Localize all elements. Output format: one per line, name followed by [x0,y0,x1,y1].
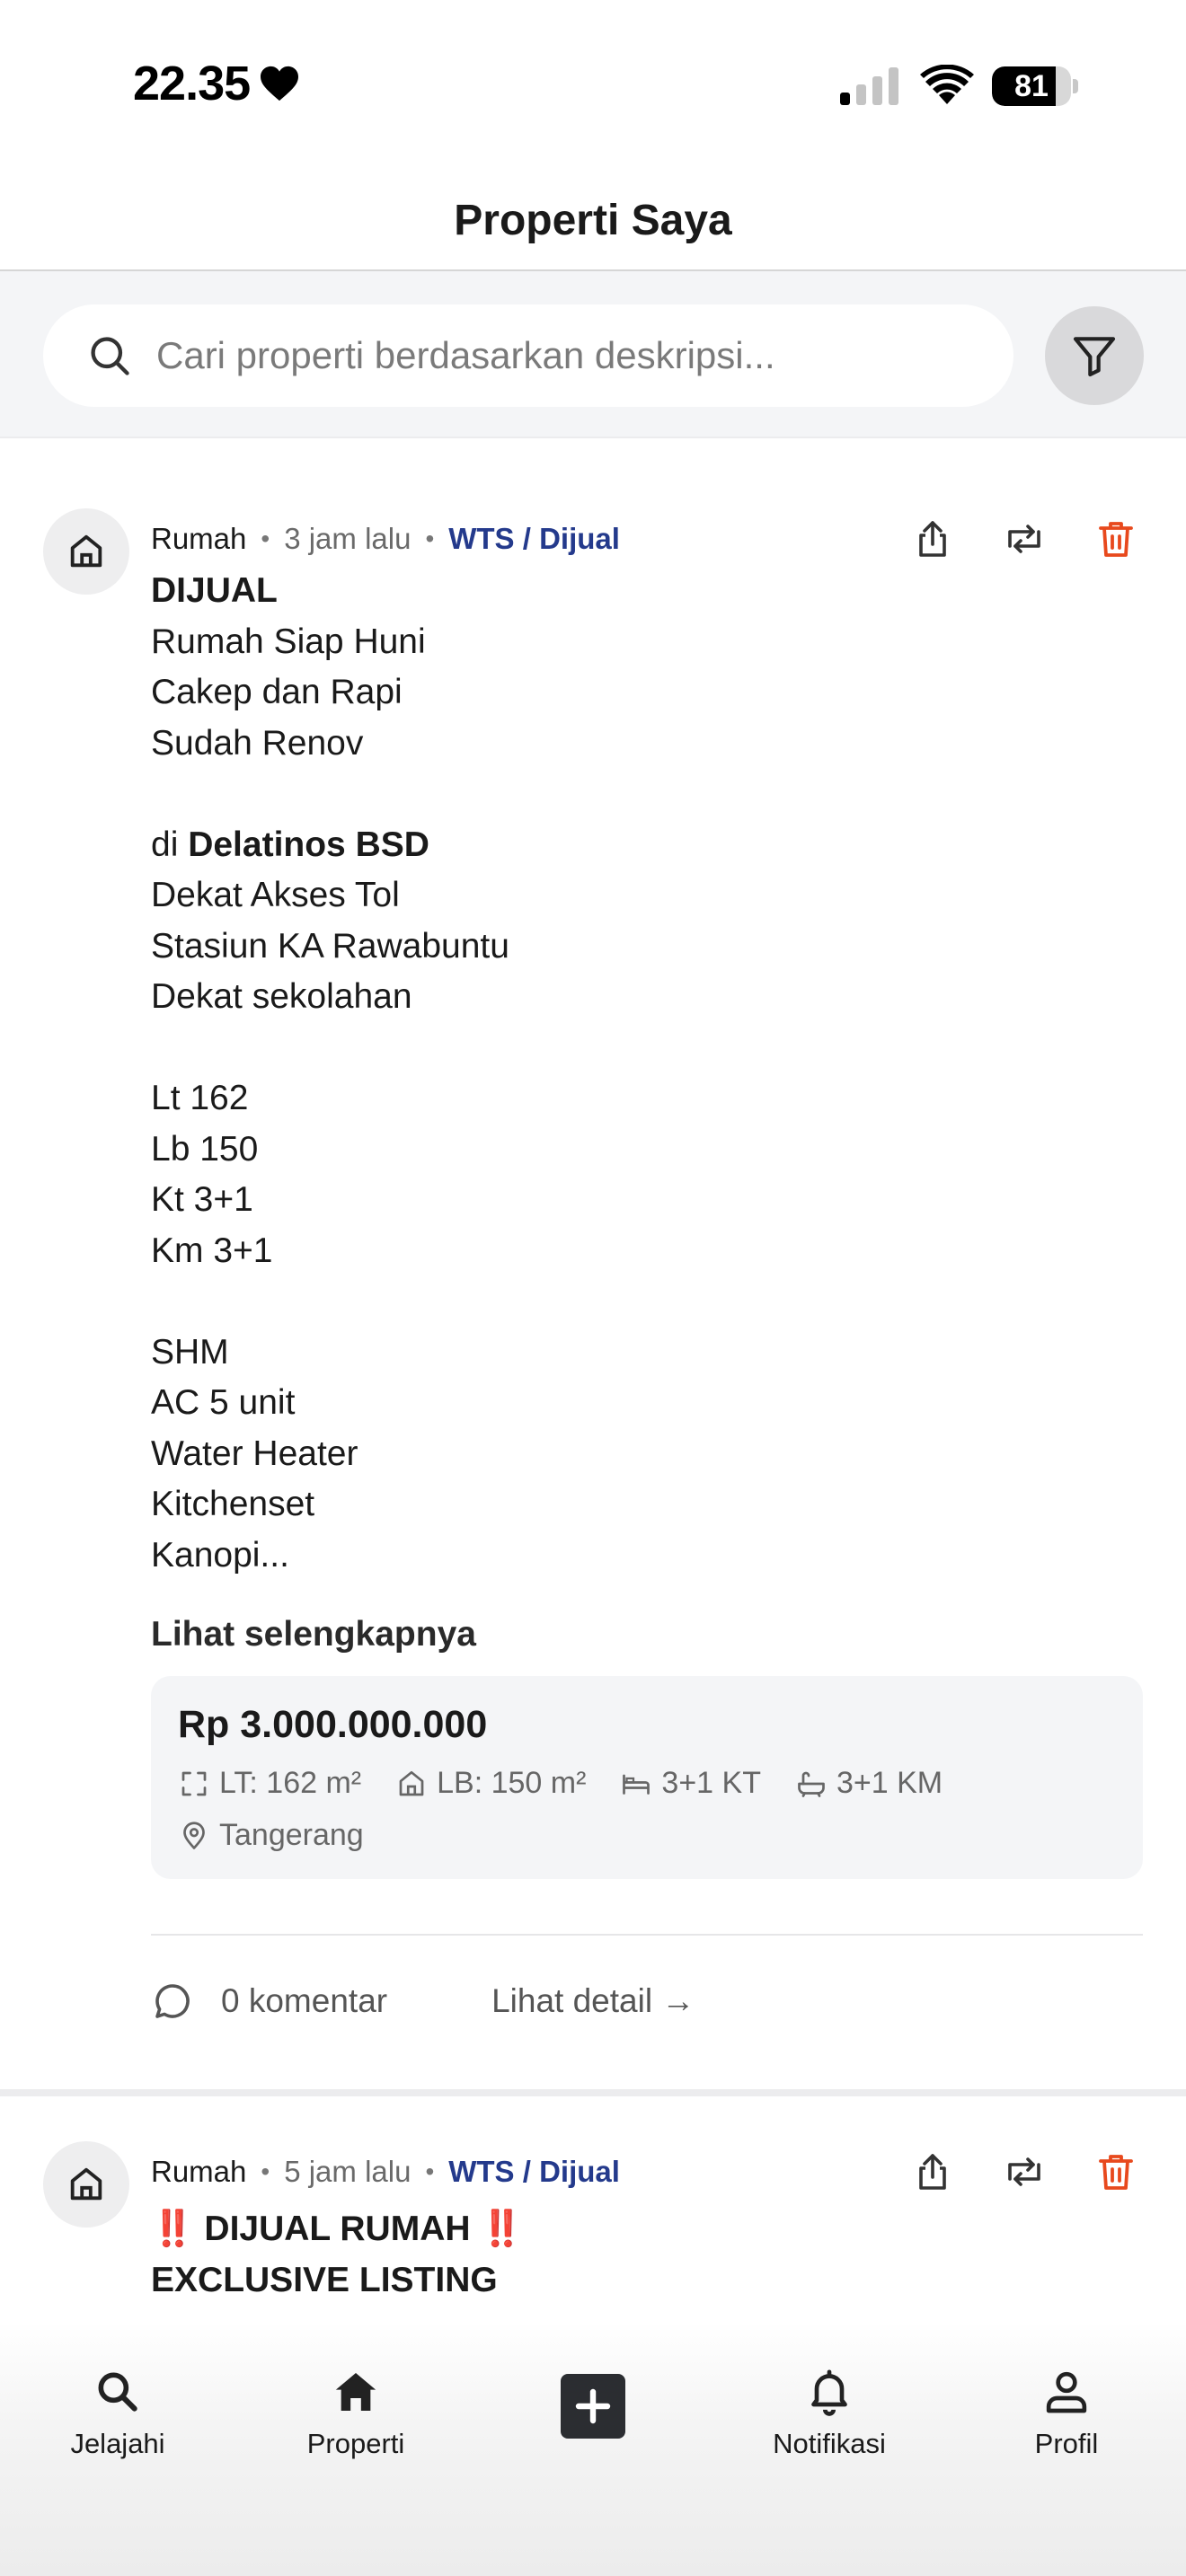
nav-label: Properti [306,2428,405,2459]
signal-icon [840,67,899,105]
post-tag[interactable]: WTS / Dijual [448,2155,620,2188]
trash-icon [1094,517,1137,560]
bathrooms [795,1766,943,1801]
building-area [395,1766,586,1801]
search-icon [86,332,133,379]
map-pin-icon [178,1820,210,1852]
desc-line: AC 5 unit [151,1383,296,1422]
desc-line: Kt 3+1 [151,1180,253,1219]
post-time: 5 jam lalu [284,2155,412,2188]
repost-button[interactable] [999,514,1049,564]
desc-line: Km 3+1 [151,1231,273,1270]
desc-location-bold: Delatinos BSD [188,825,429,864]
post-meta: Rumah • 5 jam lalu • WTS / Dijual [151,2155,620,2188]
view-detail-link[interactable]: Lihat detail → [491,1982,695,2019]
double-exclamation-icon: ‼️ [480,2210,524,2248]
property-post [0,440,1186,2091]
bedrooms [620,1766,761,1801]
price-card[interactable] [151,1676,1143,1879]
clock-text: 22.35 [133,57,251,110]
post-footer [151,1967,695,2035]
share-button[interactable] [907,514,958,564]
trash-icon [1094,2150,1137,2193]
desc-line: Dekat sekolahan [151,977,412,1016]
desc-line: EXCLUSIVE LISTING [151,2260,498,2299]
house-icon [66,531,107,572]
post-separator [0,2089,1186,2096]
home-icon [331,2367,381,2417]
nav-label: Jelajahi [70,2428,165,2459]
battery-indicator [992,66,1078,106]
delete-button[interactable] [1091,514,1141,564]
search-placeholder: Cari properti berdasarkan deskripsi... [156,334,775,376]
repost-button[interactable] [999,2147,1049,2197]
category-avatar [43,508,129,595]
nav-properti[interactable] [266,2367,446,2460]
comments-button[interactable] [151,1980,387,2023]
filter-button[interactable] [1045,306,1144,405]
comments-count: 0 komentar [221,1982,388,2019]
desc-line: Lb 150 [151,1129,259,1169]
bath-icon [795,1768,828,1800]
user-icon [1041,2367,1092,2417]
nav-label: Notifikasi [773,2428,886,2459]
post-tag[interactable]: WTS / Dijual [448,522,620,555]
wifi-icon [920,65,974,106]
desc-line: Stasiun KA Rawabuntu [151,926,509,966]
desc-line: Cakep dan Rapi [151,673,403,711]
desc-line: SHM [151,1332,229,1372]
bedrooms-text: 3+1 KT [661,1766,761,1800]
double-exclamation-icon: ‼️ [151,2210,195,2248]
specs-row [178,1766,977,1801]
post-time: 3 jam lalu [284,522,412,555]
nav-add-button[interactable] [561,2374,625,2439]
building-area-text: LB: 150 m² [437,1766,587,1800]
repost-icon [1003,2150,1046,2193]
see-more-link[interactable]: Lihat selengkapnya [151,1615,476,1654]
share-button[interactable] [907,2147,958,2197]
heart-icon [259,65,300,102]
status-time [133,56,300,111]
desc-line: Dekat Akses Tol [151,876,400,914]
post-category: Rumah [151,2155,247,2188]
divider [151,1934,1143,1936]
page-header [0,171,1186,271]
bathrooms-text: 3+1 KM [836,1766,943,1800]
desc-line: DIJUAL RUMAH [204,2210,471,2248]
house-outline-icon [395,1768,428,1800]
desc-line: Water Heater [151,1434,358,1473]
share-icon [911,517,954,560]
search-icon [93,2367,143,2417]
add-icon [571,2385,615,2428]
desc-line: di [151,825,189,864]
price: Rp 3.000.000.000 [178,1703,488,1746]
post-actions [907,512,1141,566]
search-input[interactable] [43,304,1013,407]
property-post [0,2100,1186,2316]
location [178,1818,364,1853]
post-description [151,566,509,1581]
share-icon [911,2150,954,2193]
desc-line: Sudah Renov [151,723,364,763]
desc-line: Rumah Siap Huni [151,622,426,661]
nav-jelajahi[interactable] [28,2367,208,2460]
post-actions [907,2145,1141,2199]
search-section [0,271,1186,438]
delete-button[interactable] [1091,2147,1141,2197]
bell-icon [804,2367,854,2417]
desc-line: Kanopi... [151,1535,289,1575]
land-area-text: LT: 162 m² [219,1766,362,1800]
nav-profil[interactable] [977,2367,1156,2460]
battery-percent: 81 [1014,69,1049,103]
desc-line: DIJUAL [151,571,278,610]
post-description [151,2204,524,2306]
nav-label: Profil [1034,2428,1099,2459]
bed-icon [620,1768,652,1800]
house-icon [66,2164,107,2205]
nav-notifikasi[interactable] [739,2367,919,2460]
post-category: Rumah [151,522,247,555]
location-text: Tangerang [219,1818,364,1852]
filter-icon [1069,331,1120,381]
page-title: Properti Saya [454,197,732,244]
category-avatar [43,2141,129,2228]
post-meta: Rumah • 3 jam lalu • WTS / Dijual [151,522,620,555]
desc-line: Lt 162 [151,1079,249,1117]
expand-icon [178,1768,210,1800]
bottom-nav [0,2322,1186,2576]
repost-icon [1003,517,1046,560]
comment-icon [151,1980,194,2023]
land-area [178,1766,361,1801]
status-bar [0,0,1186,171]
desc-line: Kitchenset [151,1485,315,1523]
